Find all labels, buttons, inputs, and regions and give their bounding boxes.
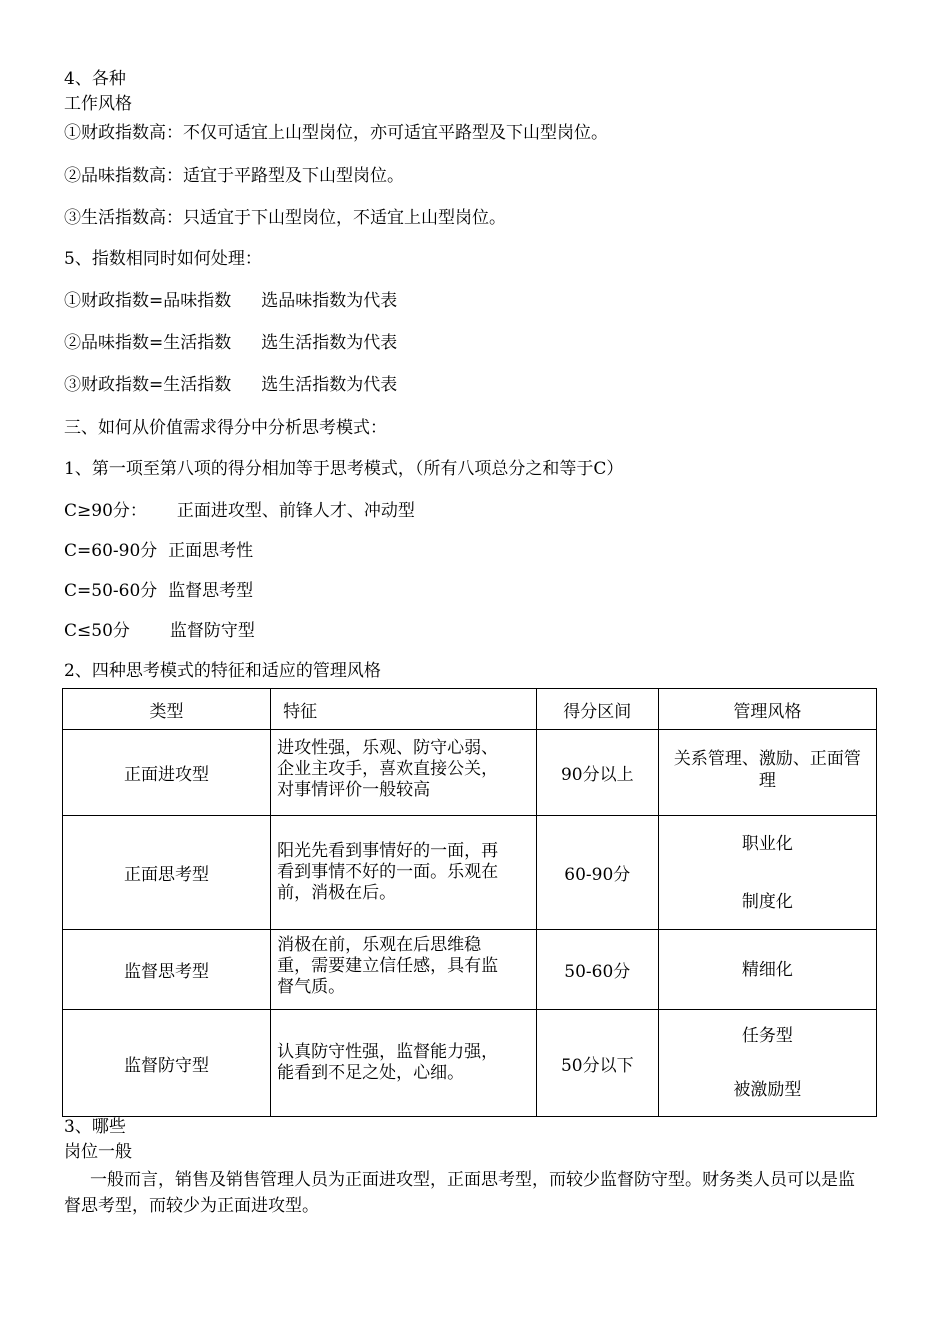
table-row <box>63 1010 877 1117</box>
feature-line: 企业主攻手，喜欢直接公关， <box>277 759 499 779</box>
feature-line: 阳光先看到事情好的一面，再 <box>277 841 499 861</box>
table-header-row <box>63 689 877 730</box>
header-style: 管理风格 <box>658 689 876 730</box>
style-line: 被激励型 <box>733 1080 802 1100</box>
feature-line: 进攻性强，乐观、防守心弱、 <box>277 738 499 758</box>
cell-score: 60-90分 <box>536 816 658 930</box>
section3b-heading-line1: 3、哪些 <box>64 1117 126 1137</box>
cell-feature <box>271 816 537 930</box>
range-line-3 <box>64 580 253 602</box>
cell-style <box>658 1010 876 1117</box>
section4-item-3: ③生活指数高：只适宜于下山型岗位，不适宜上山型岗位。 <box>64 208 506 228</box>
rule-condition: ②品味指数=生活指数 <box>64 333 232 353</box>
cell-feature <box>271 1010 537 1117</box>
section5-rule-3 <box>64 374 397 396</box>
part3-heading: 三、如何从价值需求得分中分析思考模式： <box>64 418 387 438</box>
section5-rule-1 <box>64 290 397 312</box>
section4-heading-line1: 4、各种 <box>64 69 126 89</box>
style-line: 精细化 <box>741 959 793 980</box>
feature-line: 对事情评价一般较高 <box>277 780 431 800</box>
rule-condition: ①财政指数=品味指数 <box>64 291 232 311</box>
feature-line: 前，消极在后。 <box>277 883 397 903</box>
feature-line: 督气质。 <box>277 977 346 997</box>
header-feature: 特征 <box>271 689 537 730</box>
cell-score: 90分以上 <box>536 730 658 816</box>
range-value: C≤50分 <box>64 621 130 641</box>
header-score: 得分区间 <box>536 689 658 730</box>
feature-line: 重，需要建立信任感，具有监 <box>277 956 499 976</box>
section4-item-2: ②品味指数高：适宜于平路型及下山型岗位。 <box>64 166 404 186</box>
cell-type: 监督防守型 <box>63 1010 271 1117</box>
style-line: 任务型 <box>741 1026 793 1046</box>
rule-result: 选生活指数为代表 <box>261 375 398 395</box>
cell-type: 正面思考型 <box>63 816 271 930</box>
feature-line: 看到事情不好的一面。乐观在 <box>277 862 499 882</box>
range-line-4 <box>64 620 255 642</box>
cell-type: 正面进攻型 <box>63 730 271 816</box>
feature-line: 认真防守性强，监督能力强， <box>277 1042 499 1062</box>
style-line: 制度化 <box>741 891 793 912</box>
part3-point1: 1、第一项至第八项的得分相加等于思考模式，（所有八项总分之和等于C） <box>64 459 624 479</box>
rule-result: 选生活指数为代表 <box>261 333 398 353</box>
range-label: 监督思考型 <box>168 581 254 601</box>
section3b-paragraph: 一般而言，销售及销售管理人员为正面进攻型，正面思考型，而较少监督防守型。财务类人员可以是监督思考型，而较少为正面进攻型。 <box>64 1170 855 1216</box>
feature-line: 能看到不足之处，心细。 <box>277 1063 465 1083</box>
cell-style <box>658 730 876 816</box>
table-row <box>63 730 877 816</box>
section4-heading-line2: 工作风格 <box>64 94 132 114</box>
feature-line: 消极在前，乐观在后思维稳 <box>277 935 482 955</box>
range-label: 正面思考性 <box>168 541 254 561</box>
section5-heading: 5、指数相同时如何处理： <box>64 249 262 269</box>
part3-point2: 2、四种思考模式的特征和适应的管理风格 <box>64 661 381 681</box>
rule-result: 选品味指数为代表 <box>261 291 398 311</box>
cell-score: 50分以下 <box>536 1010 658 1117</box>
range-value: C=60-90分 <box>64 541 158 561</box>
cell-type: 监督思考型 <box>63 930 271 1010</box>
table-row <box>63 930 877 1010</box>
range-value: C=50-60分 <box>64 581 158 601</box>
header-type: 类型 <box>63 689 271 730</box>
style-line: 关系管理、激励、正面管 <box>673 749 861 769</box>
cell-style <box>658 816 876 930</box>
style-line: 职业化 <box>741 833 793 854</box>
range-label: 正面进攻型、前锋人才、冲动型 <box>176 501 415 521</box>
section4-item-1: ①财政指数高：不仅可适宜上山型岗位，亦可适宜平路型及下山型岗位。 <box>64 123 608 143</box>
cell-feature <box>271 930 537 1010</box>
cell-style <box>658 930 876 1010</box>
range-value: C≥90分： <box>64 501 147 521</box>
section5-rule-2 <box>64 332 397 354</box>
thinking-mode-table <box>62 688 877 1117</box>
range-line-2 <box>64 540 253 562</box>
cell-score: 50-60分 <box>536 930 658 1010</box>
range-line-1 <box>64 500 415 522</box>
style-line: 理 <box>758 771 776 791</box>
section3b-heading-line2: 岗位一般 <box>64 1142 132 1162</box>
table-row <box>63 816 877 930</box>
rule-condition: ③财政指数=生活指数 <box>64 375 232 395</box>
cell-feature <box>271 730 537 816</box>
range-label: 监督防守型 <box>169 621 255 641</box>
